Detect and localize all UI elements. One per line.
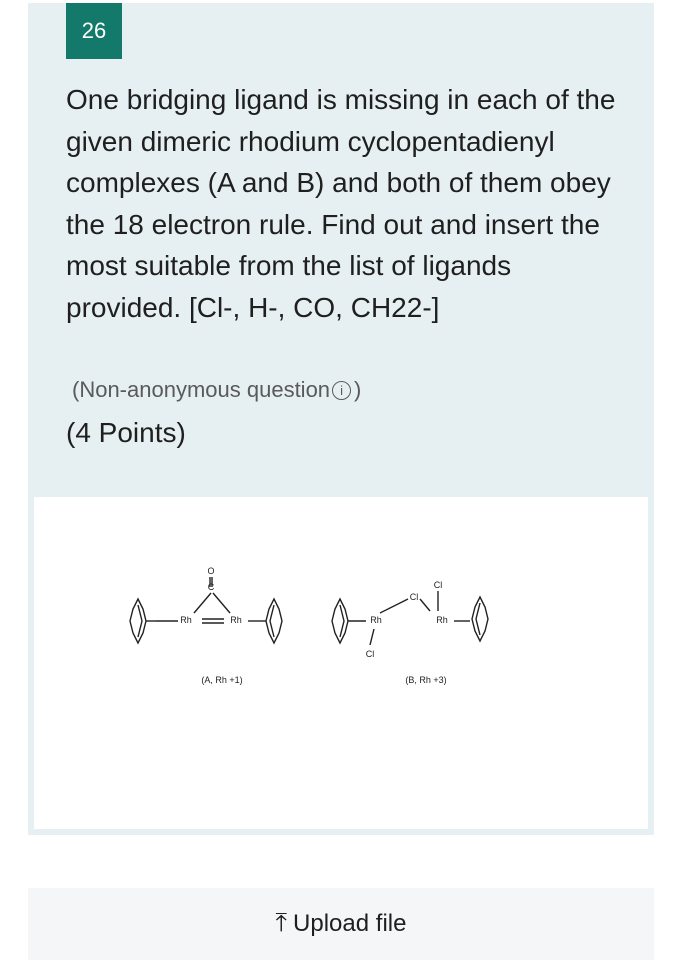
info-icon[interactable]: i xyxy=(332,381,351,400)
cp-ring-b-right xyxy=(472,597,488,641)
question-text: One bridging ligand is missing in each of the given dimeric rhodium cyclopentadienyl complexes (A and B) and both of them obey the 18 electron rule. Find out and insert the most suitable from the list of ligands provided. [Cl-, H-, CO, CH22-] xyxy=(66,84,616,323)
question-meta xyxy=(72,377,361,403)
upload-icon: ⤒ xyxy=(275,907,288,937)
meta-close-paren: ) xyxy=(354,377,362,402)
question-card xyxy=(28,3,654,835)
structures-figure xyxy=(34,497,648,829)
bridge-o-label: O xyxy=(207,566,215,576)
rh-label-a-right: Rh xyxy=(230,615,242,625)
bridge-c-label: C xyxy=(207,582,215,592)
cp-ring-b-left xyxy=(332,599,366,643)
question-image xyxy=(34,497,648,829)
upload-label: Upload file xyxy=(293,910,407,937)
cl-label-terminal-bottom: Cl xyxy=(365,649,375,659)
rh-label-a-left: Rh xyxy=(180,615,192,625)
question-number-badge: 26 xyxy=(66,3,122,59)
cl-label-terminal-top: Cl xyxy=(433,580,443,590)
upload-file-button[interactable] xyxy=(28,888,654,960)
cp-ring-a-right xyxy=(262,599,282,643)
cl-label-bridge: Cl xyxy=(409,592,419,602)
meta-label: (Non-anonymous question xyxy=(72,377,331,402)
cp-ring-a-left xyxy=(130,599,156,643)
rh-label-b-left: Rh xyxy=(370,615,382,625)
caption-b: (B, Rh +3) xyxy=(405,675,447,685)
rh-label-b-right: Rh xyxy=(436,615,448,625)
caption-a: (A, Rh +1) xyxy=(201,675,243,685)
question-points: (4 Points) xyxy=(66,417,186,448)
